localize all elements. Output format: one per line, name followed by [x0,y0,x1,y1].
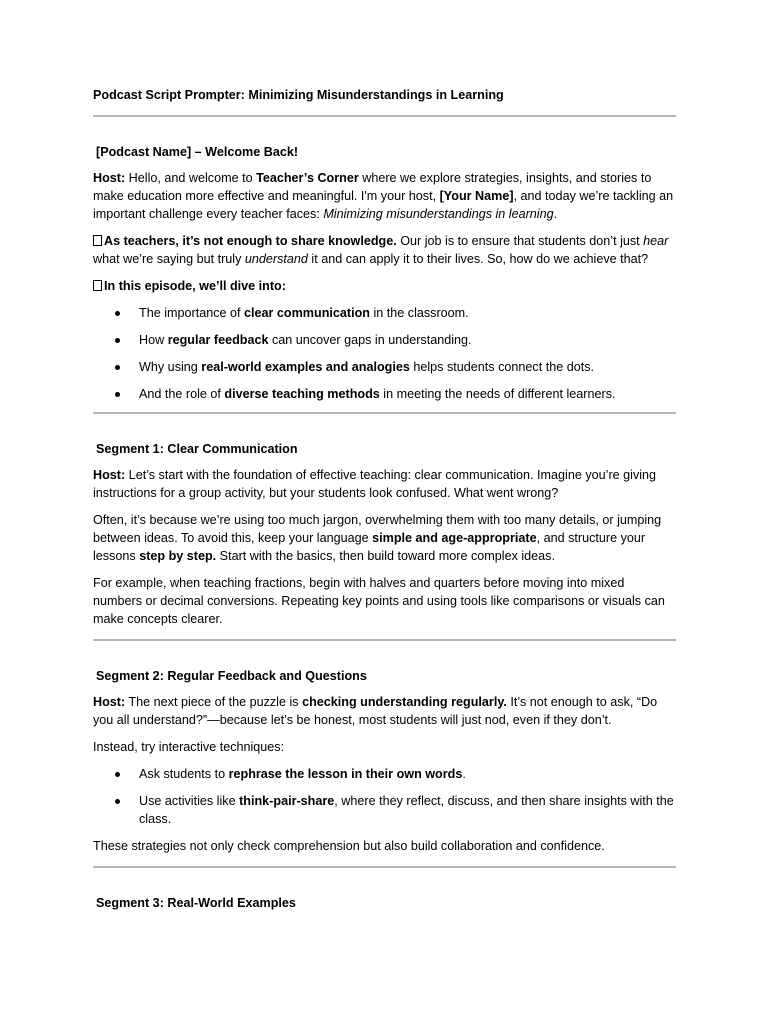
intro-bullet-list [93,304,676,403]
list-item [93,385,676,403]
divider [93,639,676,641]
emphasis-text: checking understanding regularly. [302,695,507,709]
italic-text: hear [643,234,669,248]
text-span: , and structure your lessons [93,531,646,563]
italic-text: understand [244,252,308,266]
emoji-icon [93,280,102,291]
divider [93,115,676,117]
bullet-icon [115,365,120,370]
list-item [93,331,676,349]
emphasis-text: diverse teaching methods [224,387,380,401]
segment-3-heading: Segment 3: Real-World Examples [96,896,296,910]
text-span: For example, when teaching fractions, begin with halves and quarters before moving into mixed numbers or decimal conversions. Repeating key points and using tools like comparisons or visuals can make concepts clearer. [93,576,665,626]
segment-1-paragraph-2 [93,511,676,565]
text-span: Ask students to [139,767,229,781]
host-name-placeholder: [Your Name] [439,189,514,203]
text-span: The importance of [139,306,244,320]
text-span: And the role of [139,387,225,401]
text-span: it and can apply it to their lives. So, how do we achieve that? [307,252,649,266]
segment-2-bullet-list [93,765,676,828]
bullet-icon [115,338,120,343]
segment-1-paragraph-3 [93,574,676,628]
text-span: Let’s start with the foundation of effective teaching: clear communication. Imagine you’re giving instructions for a group activity, but your students look confused. What went wrong? [93,468,657,500]
text-span: Hello, and welcome to [125,171,257,185]
list-item [93,304,676,322]
emphasis-text: clear communication [244,306,370,320]
bullet-icon [115,772,120,777]
divider [93,412,676,414]
segment-1-heading: Segment 1: Clear Communication [96,442,298,456]
text-span: , and today we’re tackling an important challenge every teacher faces: [93,189,674,221]
document-content [93,86,676,920]
segment-2-paragraph-1 [93,693,676,729]
episode-topic: Minimizing misunderstandings in learning [323,207,554,221]
host-label: Host: [93,695,126,709]
emphasis-text: rephrase the lesson in their own words [228,767,463,781]
emphasis-text: think-pair-share [239,794,335,808]
text-span: Why using [139,360,202,374]
emphasis-text: simple and age-appropriate [372,531,537,545]
text-span: These strategies not only check comprehension but also build collaboration and confidence. [93,839,605,853]
host-label: Host: [93,468,126,482]
text-span: helps students connect the dots. [409,360,595,374]
list-item [93,792,676,828]
text-span: Use activities like [139,794,240,808]
segment-2-heading: Segment 2: Regular Feedback and Questions [96,669,367,683]
text-span: , where they reflect, discuss, and then share insights with the class. [139,794,674,826]
text-span: It’s not enough to ask, “Do you all understand?”—because let’s be honest, most students will just nod, even if they don’t. [93,695,658,727]
text-span: The next piece of the puzzle is [125,695,303,709]
intro-heading: [Podcast Name] – Welcome Back! [96,145,299,159]
text-span: Often, it’s because we’re using too much jargon, overwhelming them with too many details, or jumping between ideas. To avoid this, keep your language [93,513,662,545]
text-span: in the classroom. [369,306,469,320]
list-item [93,358,676,376]
text-span: Start with the basics, then build toward more complex ideas. [216,549,555,563]
text-span: can uncover gaps in understanding. [268,333,472,347]
intro-paragraph-2 [93,232,676,268]
emphasis-text: In this episode, we’ll dive into: [104,279,286,293]
intro-paragraph-1 [93,169,676,223]
text-span: where we explore strategies, insights, and stories to make education more effective and meaningful. I'm your host, [93,171,652,203]
emphasis-text: real-world examples and analogies [201,360,410,374]
bullet-icon [115,311,120,316]
bullet-icon [115,392,120,397]
segment-1-paragraph-1 [93,466,676,502]
show-name: Teacher’s Corner [256,171,359,185]
host-label: Host: [93,171,126,185]
document-title: Podcast Script Prompter: Minimizing Misunderstandings in Learning [93,88,504,102]
segment-2-paragraph-3 [93,837,676,855]
text-span: what we’re saying but truly [93,252,245,266]
text-span: Instead, try interactive techniques: [93,740,285,754]
intro-paragraph-3 [93,277,676,295]
segment-2-paragraph-2 [93,738,676,756]
text-span: Our job is to ensure that students don’t just [396,234,644,248]
emphasis-text: As teachers, it’s not enough to share knowledge. [104,234,397,248]
text-span: . [553,207,558,221]
text-span: in meeting the needs of different learners. [379,387,616,401]
text-span: How [139,333,168,347]
emoji-icon [93,235,102,246]
list-item [93,765,676,783]
text-span: . [462,767,466,781]
emphasis-text: step by step. [139,549,217,563]
emphasis-text: regular feedback [167,333,269,347]
divider [93,866,676,868]
bullet-icon [115,799,120,804]
